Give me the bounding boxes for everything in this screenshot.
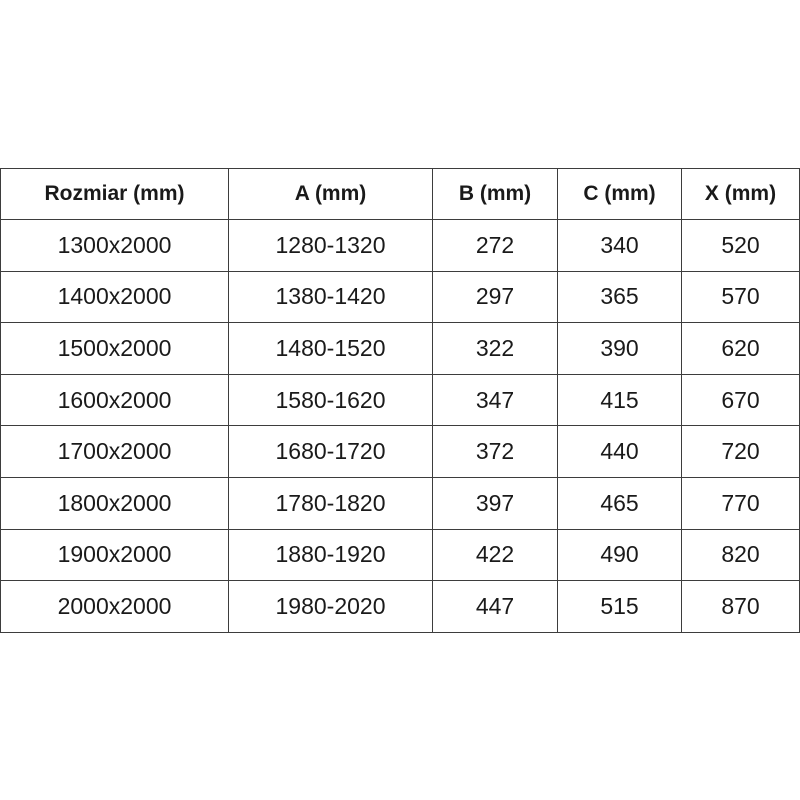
table-cell: 620	[682, 323, 800, 375]
table-cell: 415	[558, 374, 682, 426]
table-cell: 1680-1720	[229, 426, 433, 478]
table-cell: 297	[433, 271, 558, 323]
table-cell: 1700x2000	[1, 426, 229, 478]
table-cell: 1600x2000	[1, 374, 229, 426]
table-header	[1, 169, 800, 220]
table-cell: 1500x2000	[1, 323, 229, 375]
table-cell: 347	[433, 374, 558, 426]
table-cell: 1880-1920	[229, 529, 433, 581]
table-row	[1, 529, 800, 581]
table-body	[1, 220, 800, 633]
table-row	[1, 581, 800, 633]
column-header-b: B (mm)	[433, 169, 558, 220]
table-cell: 372	[433, 426, 558, 478]
size-table	[0, 168, 800, 633]
table-cell: 1300x2000	[1, 220, 229, 272]
table-row	[1, 374, 800, 426]
table-cell: 272	[433, 220, 558, 272]
table-cell: 465	[558, 477, 682, 529]
table-cell: 1800x2000	[1, 477, 229, 529]
column-header-a: A (mm)	[229, 169, 433, 220]
table-cell: 670	[682, 374, 800, 426]
table-cell: 1980-2020	[229, 581, 433, 633]
table-cell: 1280-1320	[229, 220, 433, 272]
table-cell: 1480-1520	[229, 323, 433, 375]
table-row	[1, 323, 800, 375]
table-cell: 515	[558, 581, 682, 633]
table-cell: 422	[433, 529, 558, 581]
table-cell: 322	[433, 323, 558, 375]
table-cell: 870	[682, 581, 800, 633]
table-row	[1, 426, 800, 478]
table-cell: 720	[682, 426, 800, 478]
table-cell: 820	[682, 529, 800, 581]
header-row	[1, 169, 800, 220]
table-cell: 1900x2000	[1, 529, 229, 581]
table-row	[1, 477, 800, 529]
table-cell: 365	[558, 271, 682, 323]
table-cell: 1380-1420	[229, 271, 433, 323]
table-cell: 447	[433, 581, 558, 633]
table-cell: 770	[682, 477, 800, 529]
table-cell: 1580-1620	[229, 374, 433, 426]
table-cell: 570	[682, 271, 800, 323]
table-cell: 1780-1820	[229, 477, 433, 529]
table-cell: 440	[558, 426, 682, 478]
table-cell: 490	[558, 529, 682, 581]
table-cell: 1400x2000	[1, 271, 229, 323]
table-cell: 520	[682, 220, 800, 272]
table-cell: 2000x2000	[1, 581, 229, 633]
table-cell: 397	[433, 477, 558, 529]
column-header-x: X (mm)	[682, 169, 800, 220]
table-row	[1, 271, 800, 323]
table-cell: 390	[558, 323, 682, 375]
column-header-c: C (mm)	[558, 169, 682, 220]
table-row	[1, 220, 800, 272]
table-cell: 340	[558, 220, 682, 272]
column-header-rozmiar: Rozmiar (mm)	[1, 169, 229, 220]
